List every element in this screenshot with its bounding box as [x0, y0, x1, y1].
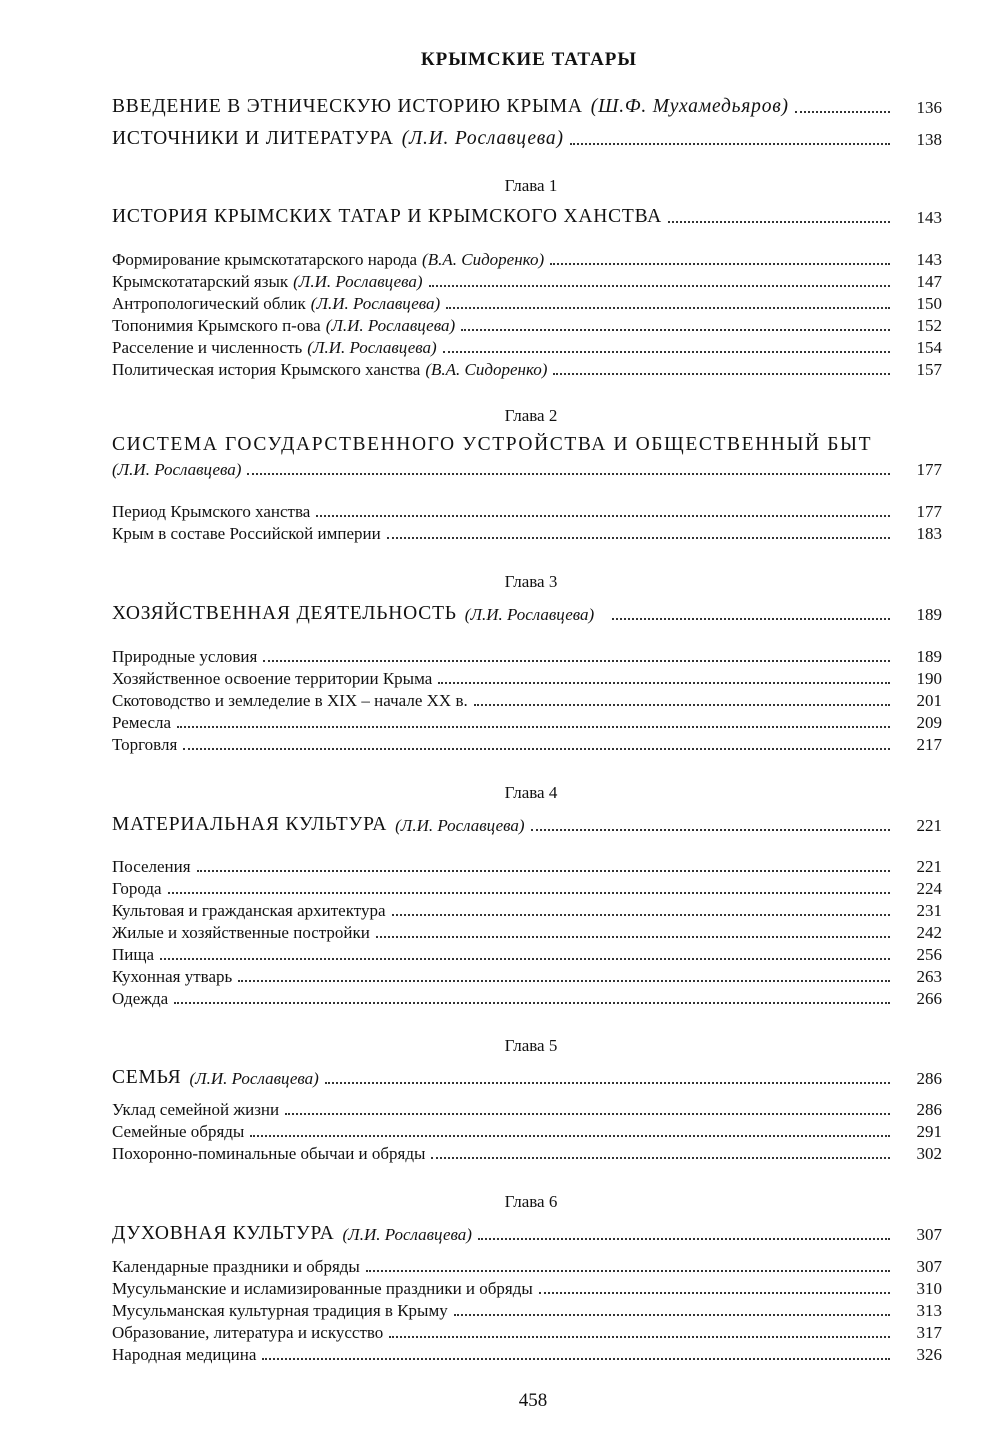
leader-dots — [366, 1270, 890, 1272]
toc-entry-page: 302 — [916, 1144, 942, 1163]
toc-entry-label: ВВЕДЕНИЕ В ЭТНИЧЕСКУЮ ИСТОРИЮ КРЫМА — [112, 96, 583, 117]
toc-entry-label: Природные условия — [112, 647, 258, 666]
leader-dots — [325, 1082, 890, 1084]
leader-dots — [474, 704, 890, 706]
leader-dots — [183, 748, 890, 750]
toc-entry-label: Ремесла — [112, 713, 172, 732]
leader-dots — [612, 618, 890, 620]
toc-entry[interactable] — [112, 665, 942, 689]
chapter-title-entry[interactable] — [112, 601, 942, 625]
toc-entry-label: Расселение и численность — [112, 338, 303, 357]
toc-entry-page: 310 — [916, 1279, 942, 1298]
chapter-author: (Л.И. Рославцева) — [342, 1225, 472, 1244]
toc-entry-author: (В.А. Сидоренко) — [422, 250, 545, 269]
leader-dots — [168, 892, 890, 894]
toc-entry-page: 224 — [916, 879, 942, 898]
toc-entry-page: 317 — [916, 1323, 942, 1342]
toc-entry-label: Крымскотатарский язык — [112, 272, 289, 291]
toc-entry-page: 138 — [916, 130, 942, 149]
chapter-heading: Глава 3 — [504, 572, 558, 591]
toc-entry[interactable] — [112, 1118, 942, 1142]
toc-entry-page: 286 — [916, 1100, 942, 1119]
chapter-title-entry[interactable] — [112, 1221, 942, 1245]
toc-entry-page: 291 — [916, 1122, 942, 1141]
toc-entry-label: Семейные обряды — [112, 1122, 245, 1141]
toc-entry-label: Мусульманские и исламизированные праздники и обряды — [112, 1279, 533, 1298]
toc-entry-label: Политическая история Крымского ханства — [112, 360, 421, 379]
chapter-title-entry[interactable] — [112, 456, 942, 480]
leader-dots — [446, 307, 890, 309]
leader-dots — [238, 980, 890, 982]
chapter-author: (Л.И. Рославцева) — [395, 816, 525, 835]
toc-entry-label: Одежда — [112, 989, 169, 1008]
leader-dots — [285, 1113, 890, 1115]
section-title: КРЫМСКИЕ ТАТАРЫ — [420, 49, 638, 70]
leader-dots — [263, 660, 890, 662]
leader-dots — [160, 958, 890, 960]
toc-entry[interactable] — [112, 356, 942, 380]
chapter-page: 177 — [916, 460, 942, 479]
leader-dots — [570, 143, 890, 145]
toc-entry-label: Антропологический облик — [112, 294, 306, 313]
toc-entry[interactable] — [112, 1253, 942, 1277]
toc-entry[interactable] — [112, 1140, 942, 1164]
chapter-heading: Глава 6 — [504, 1192, 558, 1211]
toc-entry-page: 307 — [916, 1257, 942, 1276]
leader-dots — [539, 1292, 890, 1294]
toc-entry-page: 190 — [916, 669, 942, 688]
leader-dots — [247, 473, 890, 475]
leader-dots — [550, 263, 890, 265]
chapter-title-entry[interactable] — [112, 204, 942, 228]
toc-entry[interactable] — [112, 1341, 942, 1365]
toc-entry[interactable] — [112, 498, 942, 522]
toc-entry-label: Похоронно-поминальные обычаи и обряды — [112, 1144, 426, 1163]
toc-entry[interactable] — [112, 897, 942, 921]
toc-entry[interactable] — [112, 268, 942, 292]
toc-entry[interactable] — [112, 1275, 942, 1299]
leader-dots — [461, 329, 890, 331]
chapter-heading: Глава 4 — [504, 783, 558, 802]
toc-entry-page: 313 — [916, 1301, 942, 1320]
chapter-heading: Глава 1 — [504, 176, 558, 195]
toc-entry-page: 183 — [916, 524, 942, 543]
chapter-author: (Л.И. Рославцева) — [464, 605, 595, 624]
leader-dots — [389, 1336, 890, 1338]
toc-entry-page: 266 — [916, 989, 942, 1008]
chapter-author: (Л.И. Рославцева) — [189, 1069, 319, 1088]
toc-entry-page: 154 — [916, 338, 942, 357]
toc-entry-label: Период Крымского ханства — [112, 502, 311, 521]
chapter-page: 189 — [916, 605, 942, 624]
toc-entry[interactable] — [112, 1319, 942, 1343]
toc-entry-author: (Л.И. Рославцева) — [325, 316, 456, 335]
toc-entry-page: 242 — [916, 923, 942, 942]
toc-entry-author: (В.А. Сидоренко) — [425, 360, 548, 379]
toc-entry-page: 217 — [916, 735, 942, 754]
leader-dots — [262, 1358, 890, 1360]
chapter-page: 286 — [916, 1069, 942, 1088]
toc-entry-page: 231 — [916, 901, 942, 920]
chapter-title: ХОЗЯЙСТВЕННАЯ ДЕЯТЕЛЬНОСТЬ — [112, 603, 457, 624]
leader-dots — [668, 221, 890, 223]
toc-entry[interactable] — [112, 290, 942, 314]
toc-entry-author: (Л.И. Рославцева) — [310, 294, 441, 313]
toc-entry-label: Формирование крымскотатарского народа — [112, 250, 418, 269]
toc-entry-label: Жилые и хозяйственные постройки — [112, 923, 370, 942]
leader-dots — [387, 537, 890, 539]
chapter-page: 143 — [916, 208, 942, 227]
toc-entry-page: 209 — [916, 713, 942, 732]
toc-entry-author: (Л.И. Рославцева) — [293, 272, 423, 291]
toc-entry[interactable] — [112, 709, 942, 733]
toc-entry[interactable] — [112, 985, 942, 1009]
toc-entry-author: (Л.И. Рославцева) — [401, 128, 564, 149]
toc-entry-page: 147 — [916, 272, 942, 291]
chapter-page: 307 — [916, 1225, 942, 1244]
leader-dots — [316, 515, 890, 517]
leader-dots — [431, 1157, 890, 1159]
toc-entry-label: Торговля — [112, 735, 178, 754]
toc-entry[interactable] — [112, 246, 942, 270]
toc-entry-label: Крым в составе Российской империи — [112, 524, 381, 543]
toc-entry-label: ИСТОЧНИКИ И ЛИТЕРАТУРА — [112, 128, 394, 149]
chapter-page: 221 — [916, 816, 942, 835]
leader-dots — [438, 682, 890, 684]
leader-dots — [376, 936, 890, 938]
leader-dots — [174, 1002, 890, 1004]
toc-entry-page: 150 — [916, 294, 942, 313]
leader-dots — [177, 726, 890, 728]
toc-entry-label: Мусульманская культурная традиция в Крыму — [112, 1301, 448, 1320]
toc-entry-label: Топонимия Крымского п-ова — [112, 316, 321, 335]
toc-entry[interactable] — [112, 312, 942, 336]
toc-entry-label: Культовая и гражданская архитектура — [112, 901, 386, 920]
toc-entry[interactable] — [112, 334, 942, 358]
toc-entry-sources[interactable] — [112, 126, 942, 150]
toc-entry-label: Календарные праздники и обряды — [112, 1257, 360, 1276]
toc-entry-page: 326 — [916, 1345, 942, 1364]
leader-dots — [478, 1238, 890, 1240]
toc-entry-page: 189 — [916, 647, 942, 666]
toc-entry-label: Образование, литература и искусство — [112, 1323, 384, 1342]
leader-dots — [429, 285, 890, 287]
toc-entry-label: Народная медицина — [112, 1345, 257, 1364]
chapter-title-entry[interactable] — [112, 1065, 942, 1089]
leader-dots — [795, 111, 890, 113]
chapter-heading: Глава 2 — [504, 406, 558, 425]
toc-entry[interactable] — [112, 731, 942, 755]
toc-entry-page: 201 — [916, 691, 942, 710]
toc-entry[interactable] — [112, 643, 942, 667]
toc-entry-label: Уклад семейной жизни — [112, 1100, 280, 1119]
toc-entry-label: Кухонная утварь — [112, 967, 233, 986]
leader-dots — [250, 1135, 890, 1137]
chapter-heading: Глава 5 — [504, 1036, 558, 1055]
toc-entry-page: 143 — [916, 250, 942, 269]
chapter-title: ИСТОРИЯ КРЫМСКИХ ТАТАР И КРЫМСКОГО ХАНСТВА — [112, 206, 663, 227]
toc-entry[interactable] — [112, 687, 942, 711]
chapter-title: МАТЕРИАЛЬНАЯ КУЛЬТУРА — [112, 814, 388, 835]
chapter-title-entry[interactable] — [112, 812, 942, 836]
toc-entry-page: 263 — [916, 967, 942, 986]
toc-entry[interactable] — [112, 1297, 942, 1321]
toc-entry-label: Поселения — [112, 857, 191, 876]
toc-entry-page: 136 — [916, 98, 942, 117]
toc-entry-label: Скотоводство и земледелие в XIX – начале XX в. — [112, 691, 468, 710]
page-number: 458 — [518, 1390, 548, 1411]
leader-dots — [197, 870, 890, 872]
leader-dots — [454, 1314, 890, 1316]
chapter-title[interactable]: СИСТЕМА ГОСУДАРСТВЕННОГО УСТРОЙСТВА И ОБЩЕСТВЕННЫЙ БЫТ — [112, 434, 873, 455]
toc-entry[interactable] — [112, 853, 942, 877]
leader-dots — [443, 351, 890, 353]
leader-dots — [392, 914, 891, 916]
toc-entry-author: (Л.И. Рославцева) — [307, 338, 437, 357]
leader-dots — [553, 373, 890, 375]
toc-entry[interactable] — [112, 520, 942, 544]
toc-entry[interactable] — [112, 941, 942, 965]
toc-entry-label: Города — [112, 879, 162, 898]
toc-entry[interactable] — [112, 963, 942, 987]
toc-entry-page: 152 — [916, 316, 942, 335]
chapter-author: (Л.И. Рославцева) — [112, 460, 242, 479]
toc-entry-page: 256 — [916, 945, 942, 964]
toc-entry-author: (Ш.Ф. Мухамедьяров) — [590, 96, 789, 117]
toc-entry-label: Хозяйственное освоение территории Крыма — [112, 669, 433, 688]
chapter-title: СЕМЬЯ — [112, 1067, 182, 1088]
chapter-title: ДУХОВНАЯ КУЛЬТУРА — [112, 1223, 335, 1244]
toc-entry-intro[interactable] — [112, 94, 942, 118]
toc-entry-page: 157 — [916, 360, 942, 379]
toc-entry-page: 177 — [916, 502, 942, 521]
toc-entry[interactable] — [112, 1096, 942, 1120]
toc-entry-label: Пища — [112, 945, 155, 964]
toc-entry-page: 221 — [916, 857, 942, 876]
toc-entry[interactable] — [112, 875, 942, 899]
toc-entry[interactable] — [112, 919, 942, 943]
leader-dots — [531, 829, 890, 831]
